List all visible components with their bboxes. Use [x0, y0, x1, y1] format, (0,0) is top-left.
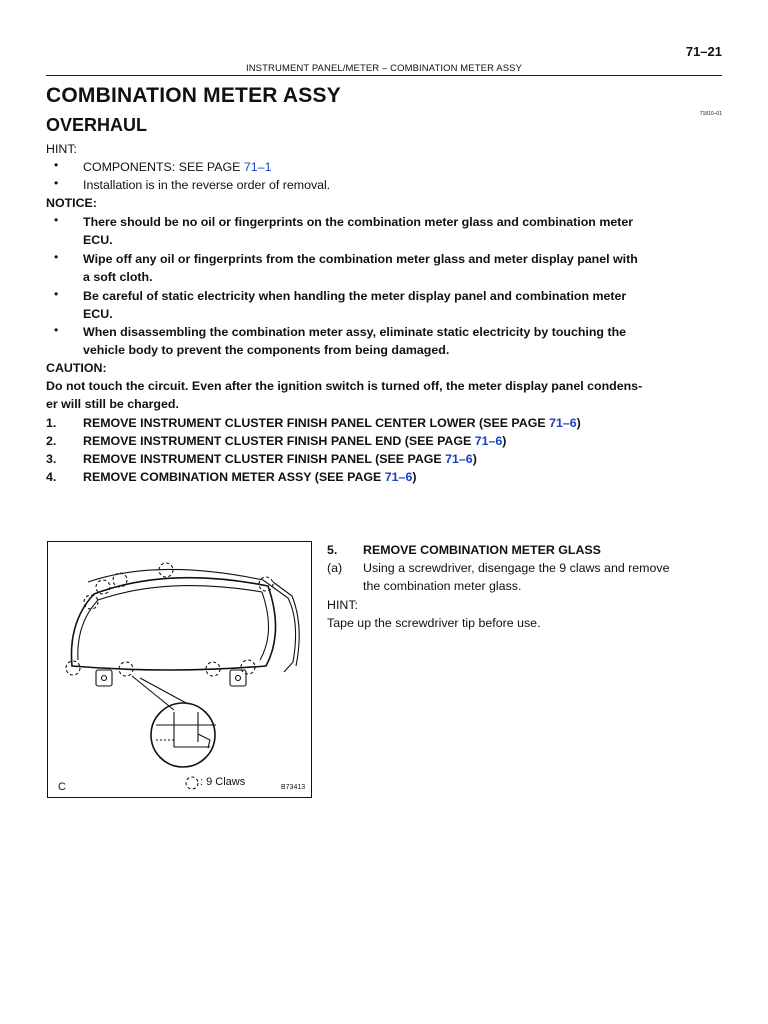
bullet-icon: •: [54, 213, 59, 227]
notice-item-line: ECU.: [83, 233, 113, 247]
hint-item: Installation is in the reverse order of removal.: [83, 178, 331, 192]
step-text: REMOVE INSTRUMENT CLUSTER FINISH PANEL END (SEE PAGE 71–6): [83, 434, 507, 448]
substep-line: the combination meter glass.: [363, 579, 522, 593]
page-link[interactable]: 71–6: [549, 416, 577, 430]
hint-text: Tape up the screwdriver tip before use.: [327, 616, 541, 630]
bullet-icon: •: [54, 287, 59, 301]
page-link[interactable]: 71–6: [474, 434, 503, 448]
page-number: 71–21: [685, 44, 722, 59]
step-number: 2.: [46, 434, 57, 448]
caution-label: CAUTION:: [46, 361, 107, 375]
doc-code: 71810–01: [699, 111, 722, 117]
notice-item-line: Be careful of static electricity when handling the meter display panel and combination meter: [83, 289, 627, 303]
bullet-icon: •: [54, 250, 59, 264]
substep-label: (a): [327, 561, 343, 575]
bullet-icon: •: [54, 176, 59, 190]
figure-legend: : 9 Claws: [200, 776, 246, 788]
page-title: COMBINATION METER ASSY: [46, 84, 341, 107]
step-number: 1.: [46, 416, 57, 430]
substep-line: Using a screwdriver, disengage the 9 claws and remove: [363, 561, 670, 575]
bullet-icon: •: [54, 323, 59, 337]
notice-item-line: vehicle body to prevent the components from being damaged.: [83, 343, 450, 357]
page-link[interactable]: 71–1: [243, 160, 272, 174]
step-text: REMOVE INSTRUMENT CLUSTER FINISH PANEL (SEE PAGE 71–6): [83, 452, 477, 466]
notice-item-line: When disassembling the combination meter assy, eliminate static electricity by touching the: [83, 325, 627, 339]
step-number: 5.: [327, 543, 338, 557]
step-heading: REMOVE COMBINATION METER GLASS: [363, 543, 601, 557]
caution-line: er will still be charged.: [46, 397, 179, 411]
step-text: REMOVE COMBINATION METER ASSY (SEE PAGE 71–6): [83, 470, 417, 484]
hint-item: COMPONENTS: SEE PAGE 71–1: [83, 160, 272, 174]
page-link[interactable]: 71–6: [445, 452, 473, 466]
step-number: 4.: [46, 470, 57, 484]
figure-id: B73413: [281, 784, 306, 791]
meter-drawing: [48, 542, 313, 799]
notice-item-line: ECU.: [83, 307, 113, 321]
notice-item-line: Wipe off any oil or fingerprints from the combination meter glass and meter display panel with: [83, 252, 638, 266]
notice-item-line: There should be no oil or fingerprints on the combination meter glass and combination meter: [83, 215, 634, 229]
meter-illustration: [47, 541, 312, 798]
header-rule: [46, 75, 722, 76]
figure-corner-letter: C: [58, 781, 66, 793]
page-subtitle: OVERHAUL: [46, 115, 148, 135]
hint-label: HINT:: [46, 142, 77, 156]
notice-label: NOTICE:: [46, 196, 97, 210]
step-text: REMOVE INSTRUMENT CLUSTER FINISH PANEL CENTER LOWER (SEE PAGE 71–6): [83, 416, 581, 430]
step-number: 3.: [46, 452, 57, 466]
bullet-icon: •: [54, 158, 59, 172]
running-head: INSTRUMENT PANEL/METER – COMBINATION METER ASSY: [245, 63, 522, 74]
notice-item-line: a soft cloth.: [83, 270, 153, 284]
hint-label: HINT:: [327, 598, 358, 612]
caution-line: Do not touch the circuit. Even after the ignition switch is turned off, the meter display panel condens-: [46, 379, 643, 393]
page-link[interactable]: 71–6: [384, 470, 413, 484]
